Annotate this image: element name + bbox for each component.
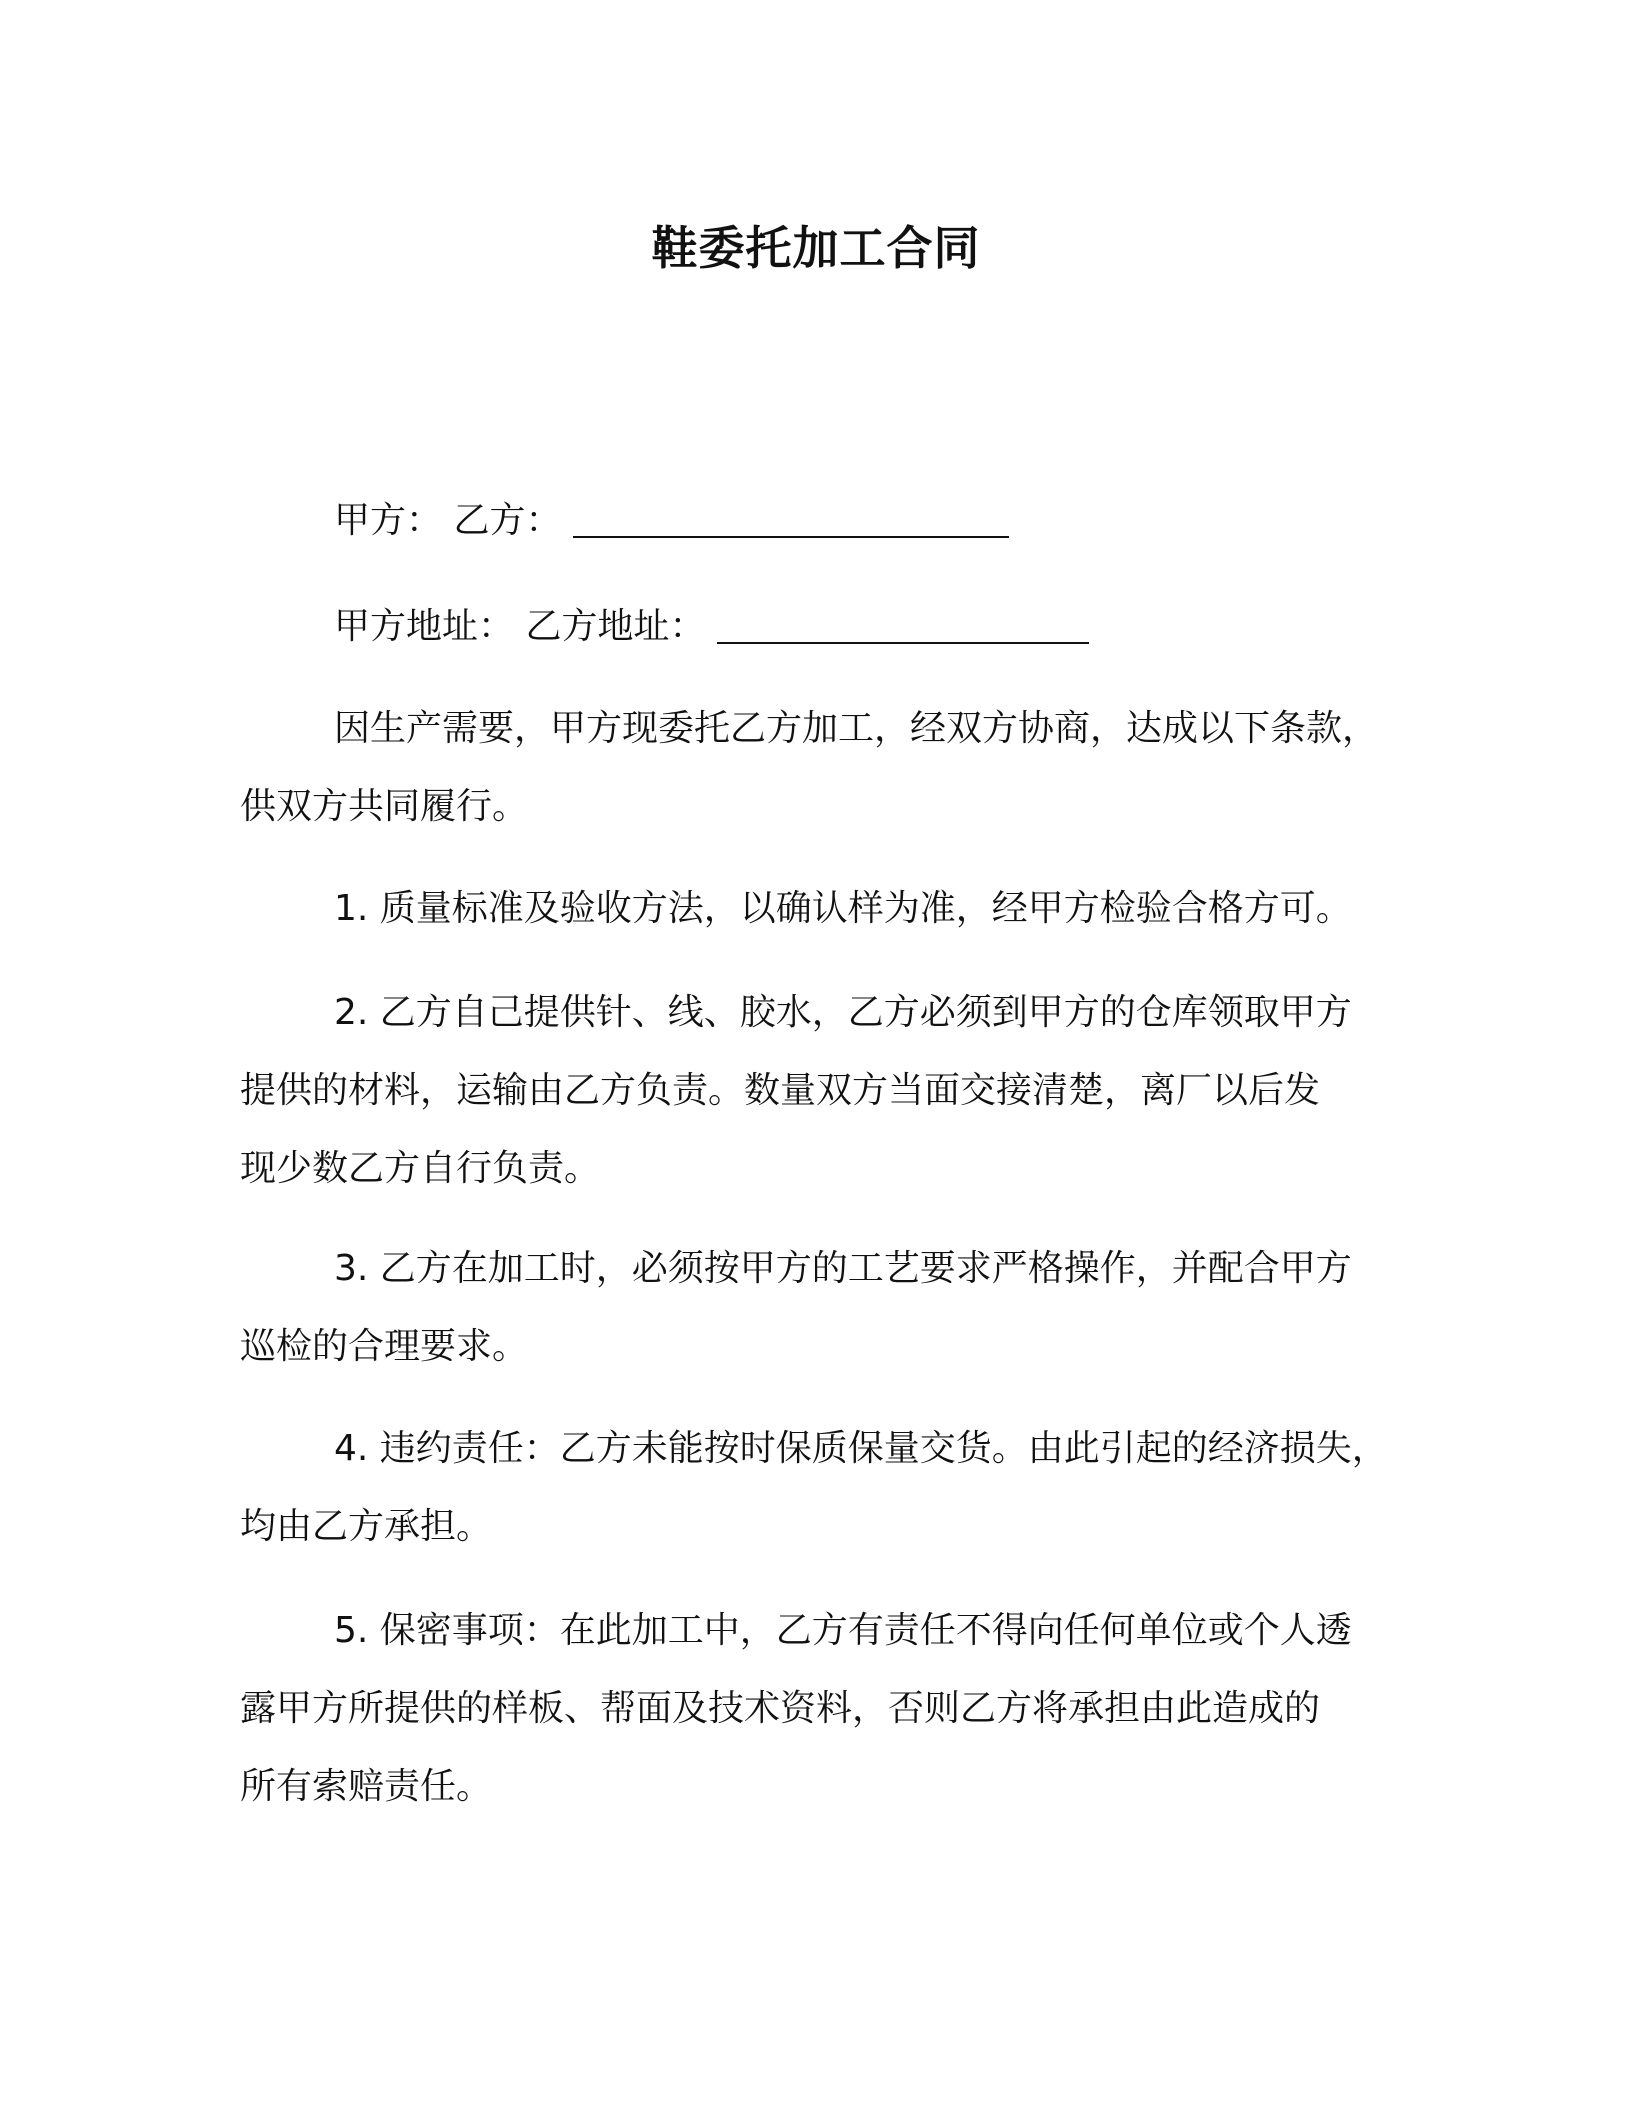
clause-4-line-1: 4. 违约责任：乙方未能按时保质保量交货。由此引起的经济损失，: [334, 1428, 1388, 1469]
intro-paragraph: [240, 690, 1410, 846]
intro-line-1: 因生产需要，甲方现委托乙方加工，经双方协商，达成以下条款，: [334, 708, 1379, 749]
clause-2-line-3: 现少数乙方自行负责。: [240, 1148, 601, 1189]
party-label: 甲方： 乙方：: [334, 500, 562, 541]
party-line: [240, 482, 1410, 560]
clause-5: [240, 1592, 1410, 1826]
address-b-blank[interactable]: [717, 602, 1089, 644]
address-label: 甲方地址： 乙方地址：: [334, 606, 706, 647]
clause-2-line-2: 提供的材料，运输由乙方负责。数量双方当面交接清楚，离厂以后发: [240, 1070, 1321, 1111]
clause-3-line-2: 巡检的合理要求。: [240, 1326, 529, 1367]
document-title: 鞋委托加工合同: [651, 221, 981, 275]
intro-line-2: 供双方共同履行。: [240, 786, 529, 827]
clause-4: [240, 1410, 1410, 1566]
address-line: [240, 588, 1410, 666]
clause-2-line-1: 2. 乙方自己提供针、线、胶水，乙方必须到甲方的仓库领取甲方: [334, 992, 1352, 1033]
clause-1-line-1: 1. 质量标准及验收方法，以确认样为准，经甲方检验合格方可。: [334, 888, 1352, 929]
clause-5-line-3: 所有索赔责任。: [240, 1766, 493, 1807]
clause-2: [240, 974, 1410, 1208]
party-b-blank[interactable]: [573, 496, 1009, 538]
clause-3-line-1: 3. 乙方在加工时，必须按甲方的工艺要求严格操作，并配合甲方: [334, 1248, 1352, 1289]
clause-5-line-1: 5. 保密事项：在此加工中，乙方有责任不得向任何单位或个人透: [334, 1610, 1352, 1651]
clause-1: [240, 870, 1410, 948]
clause-3: [240, 1230, 1410, 1386]
clause-4-line-2: 均由乙方承担。: [240, 1506, 493, 1547]
clause-5-line-2: 露甲方所提供的样板、帮面及技术资料，否则乙方将承担由此造成的: [240, 1688, 1321, 1729]
